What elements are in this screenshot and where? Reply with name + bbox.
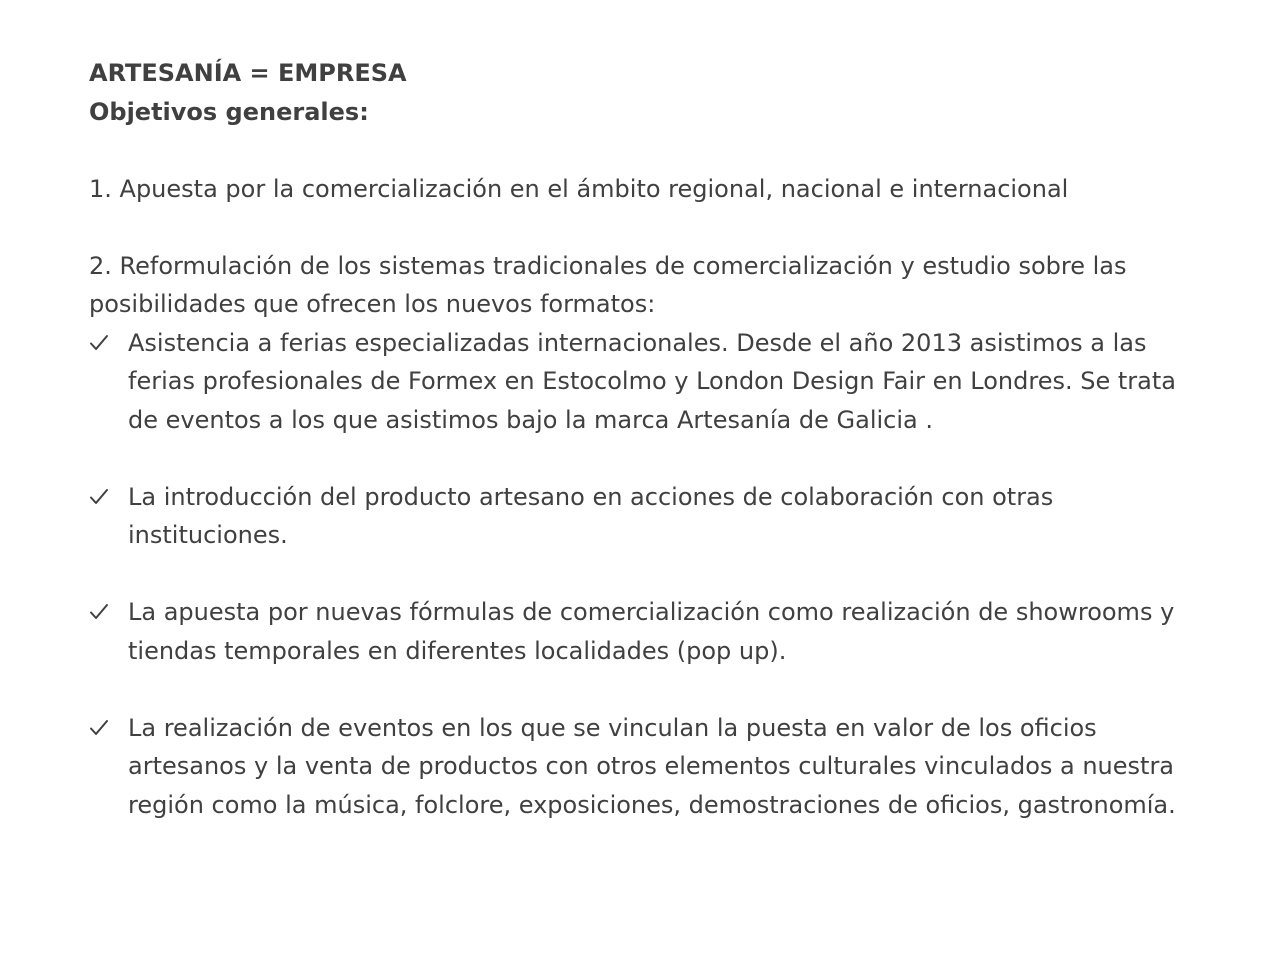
slide-subtitle: Objetivos generales:: [89, 97, 369, 126]
spacer: [89, 555, 1209, 594]
bullet-text: Asistencia a ferias especializadas internacionales. Desde el año 2013 asistimos a las ferias profesionales de Formex en Estocolmo y London Design Fair en Londres. Se trata de eventos a los que asistimos bajo la marca Artesanía de Galicia .: [128, 328, 1176, 434]
spacer: [89, 208, 1209, 247]
spacer: [89, 439, 1209, 478]
checkmark-icon: [89, 709, 117, 747]
objective-1: 1. Apuesta por la comercialización en el ámbito regional, nacional e internacional: [89, 174, 1069, 203]
slide-content: [89, 54, 1209, 824]
bullet-text: La introducción del producto artesano en acciones de colaboración con otras instituciones.: [128, 482, 1054, 549]
checkmark-icon: [89, 593, 117, 631]
spacer: [89, 131, 1209, 170]
bullet-text: La realización de eventos en los que se vinculan la puesta en valor de los oficios artesanos y la venta de productos con otros elementos culturales vinculados a nuestra región como la música, folclore, exposiciones, demostraciones de oficios, gastronomía.: [128, 713, 1176, 819]
bullet-item: [89, 324, 1209, 440]
checkmark-icon: [89, 478, 117, 516]
slide-title: ARTESANÍA = EMPRESA: [89, 59, 407, 87]
bullet-text: La apuesta por nuevas fórmulas de comercialización como realización de showrooms y tiendas temporales en diferentes localidades (pop up).: [128, 598, 1175, 665]
bullet-item: [89, 478, 1209, 555]
checkmark-icon: [89, 324, 117, 362]
spacer: [89, 670, 1209, 709]
bullet-item: [89, 593, 1209, 670]
objective-2: 2. Reformulación de los sistemas tradicionales de comercialización y estudio sobre las posibilidades que ofrecen los nuevos formatos:: [89, 251, 1127, 318]
bullet-item: [89, 709, 1209, 825]
